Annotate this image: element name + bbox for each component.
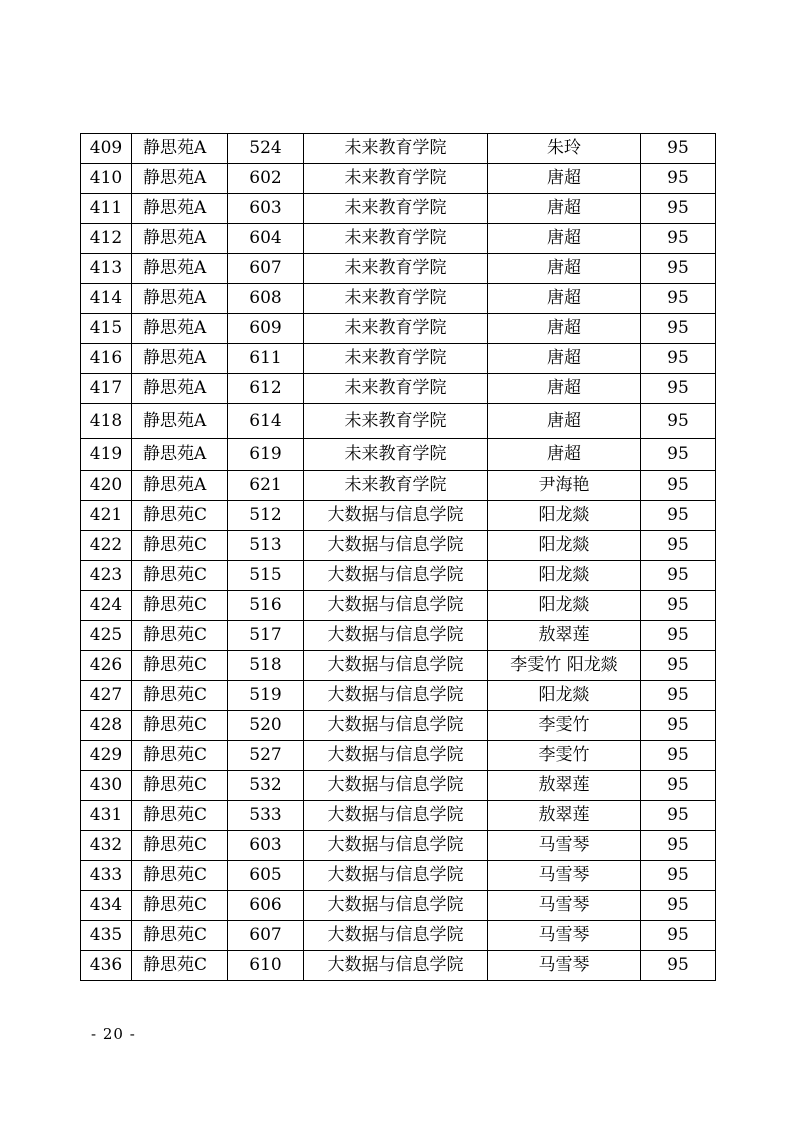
cell-number: 422: [81, 531, 132, 561]
cell-score: 95: [641, 561, 716, 591]
cell-score: 95: [641, 531, 716, 561]
cell-dormitory: 静思苑C: [132, 651, 228, 681]
cell-room: 516: [228, 591, 304, 621]
table-row: [81, 891, 716, 921]
cell-number: 416: [81, 344, 132, 374]
cell-room: 512: [228, 501, 304, 531]
cell-room: 603: [228, 194, 304, 224]
cell-number: 419: [81, 439, 132, 471]
cell-teacher: 朱玲: [488, 134, 641, 164]
cell-number: 411: [81, 194, 132, 224]
cell-number: 429: [81, 741, 132, 771]
cell-dormitory: 静思苑A: [132, 164, 228, 194]
cell-dormitory: 静思苑C: [132, 861, 228, 891]
cell-room: 604: [228, 224, 304, 254]
cell-number: 415: [81, 314, 132, 344]
cell-college: 大数据与信息学院: [304, 861, 488, 891]
cell-teacher: 阳龙燚: [488, 591, 641, 621]
cell-dormitory: 静思苑A: [132, 471, 228, 501]
table-row: [81, 801, 716, 831]
cell-college: 大数据与信息学院: [304, 891, 488, 921]
table-row: [81, 284, 716, 314]
cell-dormitory: 静思苑A: [132, 374, 228, 404]
cell-teacher: 唐超: [488, 439, 641, 471]
cell-score: 95: [641, 651, 716, 681]
cell-number: 412: [81, 224, 132, 254]
cell-score: 95: [641, 471, 716, 501]
cell-teacher: 唐超: [488, 344, 641, 374]
table-row: [81, 711, 716, 741]
cell-teacher: 唐超: [488, 314, 641, 344]
cell-room: 610: [228, 951, 304, 981]
cell-score: 95: [641, 374, 716, 404]
cell-college: 未来教育学院: [304, 439, 488, 471]
cell-score: 95: [641, 831, 716, 861]
cell-teacher: 马雪琴: [488, 831, 641, 861]
cell-number: 421: [81, 501, 132, 531]
cell-dormitory: 静思苑A: [132, 439, 228, 471]
cell-room: 611: [228, 344, 304, 374]
cell-teacher: 马雪琴: [488, 951, 641, 981]
cell-teacher: 阳龙燚: [488, 561, 641, 591]
cell-college: 未来教育学院: [304, 134, 488, 164]
cell-college: 未来教育学院: [304, 344, 488, 374]
cell-room: 609: [228, 314, 304, 344]
cell-score: 95: [641, 891, 716, 921]
cell-college: 未来教育学院: [304, 314, 488, 344]
table-row: [81, 501, 716, 531]
cell-score: 95: [641, 861, 716, 891]
cell-teacher: 李雯竹: [488, 741, 641, 771]
table-row: [81, 771, 716, 801]
cell-college: 大数据与信息学院: [304, 711, 488, 741]
cell-number: 434: [81, 891, 132, 921]
table-row: [81, 224, 716, 254]
cell-teacher: 尹海艳: [488, 471, 641, 501]
cell-college: 未来教育学院: [304, 224, 488, 254]
cell-number: 428: [81, 711, 132, 741]
cell-dormitory: 静思苑A: [132, 224, 228, 254]
cell-dormitory: 静思苑C: [132, 741, 228, 771]
cell-college: 大数据与信息学院: [304, 501, 488, 531]
cell-score: 95: [641, 681, 716, 711]
cell-college: 未来教育学院: [304, 374, 488, 404]
cell-room: 605: [228, 861, 304, 891]
cell-college: 未来教育学院: [304, 471, 488, 501]
table-row: [81, 344, 716, 374]
cell-college: 未来教育学院: [304, 194, 488, 224]
table-row: [81, 861, 716, 891]
cell-teacher: 唐超: [488, 164, 641, 194]
cell-score: 95: [641, 284, 716, 314]
cell-number: 425: [81, 621, 132, 651]
cell-room: 524: [228, 134, 304, 164]
cell-college: 大数据与信息学院: [304, 681, 488, 711]
cell-dormitory: 静思苑C: [132, 711, 228, 741]
cell-teacher: 唐超: [488, 194, 641, 224]
cell-score: 95: [641, 801, 716, 831]
table-row: [81, 531, 716, 561]
cell-teacher: 马雪琴: [488, 861, 641, 891]
cell-room: 518: [228, 651, 304, 681]
table-row: [81, 561, 716, 591]
table-body: [81, 134, 716, 981]
cell-number: 426: [81, 651, 132, 681]
cell-room: 602: [228, 164, 304, 194]
table-row: [81, 164, 716, 194]
cell-teacher: 敖翠莲: [488, 771, 641, 801]
cell-teacher: 李雯竹: [488, 711, 641, 741]
cell-dormitory: 静思苑C: [132, 771, 228, 801]
cell-dormitory: 静思苑C: [132, 831, 228, 861]
cell-score: 95: [641, 194, 716, 224]
cell-college: 未来教育学院: [304, 284, 488, 314]
cell-room: 606: [228, 891, 304, 921]
cell-number: 430: [81, 771, 132, 801]
cell-dormitory: 静思苑C: [132, 921, 228, 951]
cell-score: 95: [641, 621, 716, 651]
cell-teacher: 敖翠莲: [488, 621, 641, 651]
cell-dormitory: 静思苑A: [132, 134, 228, 164]
inspection-score-table: [80, 133, 716, 981]
cell-college: 未来教育学院: [304, 164, 488, 194]
cell-number: 432: [81, 831, 132, 861]
cell-teacher: 敖翠莲: [488, 801, 641, 831]
cell-score: 95: [641, 501, 716, 531]
table-row: [81, 591, 716, 621]
cell-teacher: 唐超: [488, 374, 641, 404]
cell-dormitory: 静思苑A: [132, 344, 228, 374]
cell-number: 435: [81, 921, 132, 951]
table-row: [81, 951, 716, 981]
table-row: [81, 621, 716, 651]
cell-teacher: 李雯竹 阳龙燚: [488, 651, 641, 681]
cell-number: 417: [81, 374, 132, 404]
cell-room: 513: [228, 531, 304, 561]
cell-dormitory: 静思苑A: [132, 254, 228, 284]
cell-number: 420: [81, 471, 132, 501]
cell-room: 527: [228, 741, 304, 771]
cell-room: 612: [228, 374, 304, 404]
cell-number: 433: [81, 861, 132, 891]
cell-number: 427: [81, 681, 132, 711]
cell-room: 607: [228, 921, 304, 951]
cell-room: 515: [228, 561, 304, 591]
table-row: [81, 651, 716, 681]
cell-college: 未来教育学院: [304, 404, 488, 439]
cell-dormitory: 静思苑C: [132, 681, 228, 711]
table-row: [81, 921, 716, 951]
cell-teacher: 唐超: [488, 284, 641, 314]
cell-score: 95: [641, 254, 716, 284]
cell-score: 95: [641, 224, 716, 254]
cell-teacher: 唐超: [488, 224, 641, 254]
cell-dormitory: 静思苑C: [132, 951, 228, 981]
table-row: [81, 439, 716, 471]
cell-teacher: 唐超: [488, 404, 641, 439]
cell-dormitory: 静思苑A: [132, 404, 228, 439]
cell-college: 大数据与信息学院: [304, 771, 488, 801]
cell-room: 533: [228, 801, 304, 831]
cell-room: 608: [228, 284, 304, 314]
table-row: [81, 741, 716, 771]
table-row: [81, 831, 716, 861]
cell-room: 517: [228, 621, 304, 651]
cell-number: 414: [81, 284, 132, 314]
cell-score: 95: [641, 164, 716, 194]
cell-teacher: 马雪琴: [488, 921, 641, 951]
cell-college: 大数据与信息学院: [304, 561, 488, 591]
cell-teacher: 马雪琴: [488, 891, 641, 921]
cell-teacher: 阳龙燚: [488, 501, 641, 531]
cell-college: 大数据与信息学院: [304, 651, 488, 681]
table-row: [81, 374, 716, 404]
cell-room: 619: [228, 439, 304, 471]
cell-college: 大数据与信息学院: [304, 921, 488, 951]
cell-room: 607: [228, 254, 304, 284]
cell-number: 423: [81, 561, 132, 591]
page-number: - 20 -: [91, 1025, 136, 1043]
cell-room: 614: [228, 404, 304, 439]
cell-college: 大数据与信息学院: [304, 831, 488, 861]
cell-dormitory: 静思苑A: [132, 194, 228, 224]
table-row: [81, 134, 716, 164]
cell-number: 431: [81, 801, 132, 831]
cell-number: 424: [81, 591, 132, 621]
table-row: [81, 254, 716, 284]
cell-dormitory: 静思苑C: [132, 501, 228, 531]
cell-teacher: 唐超: [488, 254, 641, 284]
cell-score: 95: [641, 134, 716, 164]
cell-dormitory: 静思苑C: [132, 801, 228, 831]
cell-college: 大数据与信息学院: [304, 531, 488, 561]
cell-score: 95: [641, 404, 716, 439]
cell-number: 413: [81, 254, 132, 284]
cell-room: 532: [228, 771, 304, 801]
table-row: [81, 194, 716, 224]
cell-score: 95: [641, 921, 716, 951]
cell-dormitory: 静思苑C: [132, 561, 228, 591]
table-row: [81, 471, 716, 501]
table-row: [81, 404, 716, 439]
cell-dormitory: 静思苑A: [132, 314, 228, 344]
cell-dormitory: 静思苑C: [132, 891, 228, 921]
table-row: [81, 681, 716, 711]
cell-college: 大数据与信息学院: [304, 801, 488, 831]
cell-teacher: 阳龙燚: [488, 681, 641, 711]
cell-number: 410: [81, 164, 132, 194]
cell-college: 大数据与信息学院: [304, 951, 488, 981]
table-row: [81, 314, 716, 344]
cell-score: 95: [641, 741, 716, 771]
cell-dormitory: 静思苑A: [132, 284, 228, 314]
cell-room: 520: [228, 711, 304, 741]
cell-score: 95: [641, 439, 716, 471]
cell-score: 95: [641, 771, 716, 801]
cell-score: 95: [641, 591, 716, 621]
cell-teacher: 阳龙燚: [488, 531, 641, 561]
cell-room: 621: [228, 471, 304, 501]
cell-number: 409: [81, 134, 132, 164]
cell-dormitory: 静思苑C: [132, 591, 228, 621]
cell-score: 95: [641, 951, 716, 981]
cell-room: 519: [228, 681, 304, 711]
cell-score: 95: [641, 711, 716, 741]
cell-college: 大数据与信息学院: [304, 741, 488, 771]
cell-dormitory: 静思苑C: [132, 531, 228, 561]
cell-college: 大数据与信息学院: [304, 591, 488, 621]
cell-college: 大数据与信息学院: [304, 621, 488, 651]
cell-score: 95: [641, 344, 716, 374]
cell-number: 418: [81, 404, 132, 439]
cell-college: 未来教育学院: [304, 254, 488, 284]
cell-dormitory: 静思苑C: [132, 621, 228, 651]
cell-score: 95: [641, 314, 716, 344]
cell-room: 603: [228, 831, 304, 861]
cell-number: 436: [81, 951, 132, 981]
